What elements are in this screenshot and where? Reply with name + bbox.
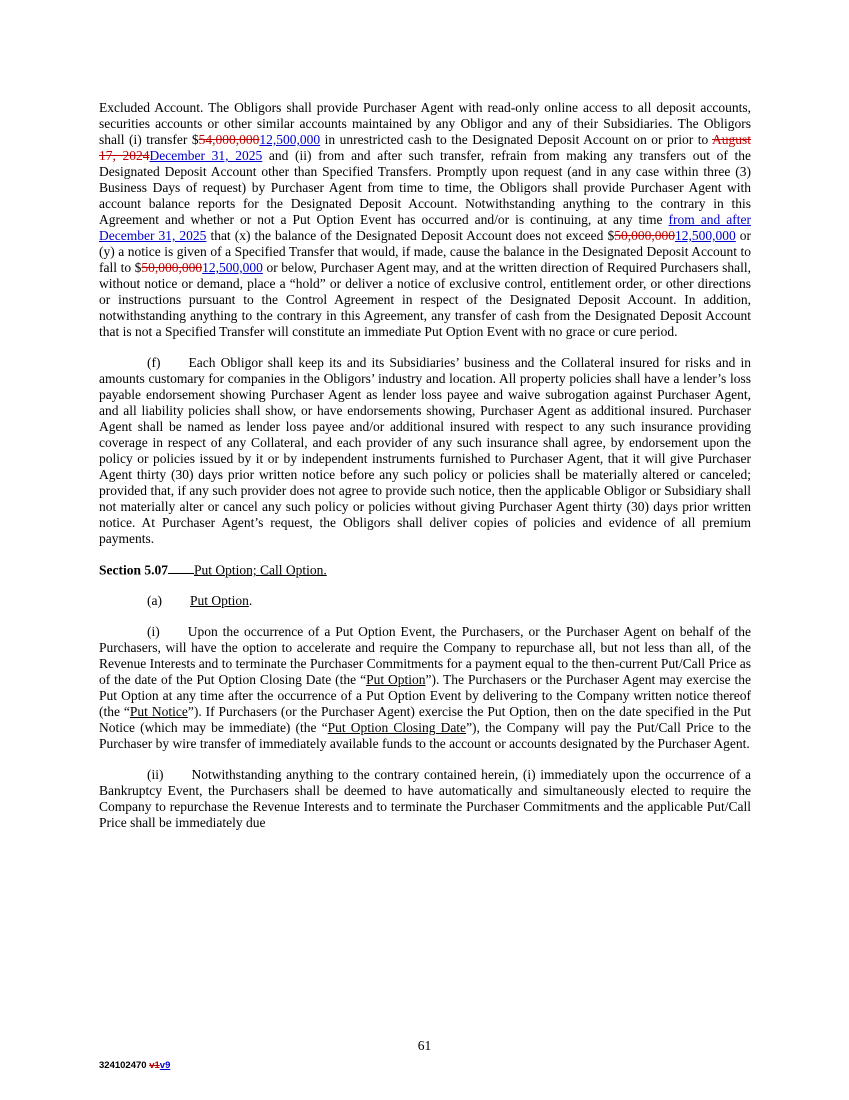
paragraph-i-label: (i) — [147, 624, 160, 640]
document-id-footer: 324102470 v1v9 — [99, 1060, 171, 1071]
paragraph-ii — [99, 767, 751, 831]
page-content — [99, 100, 751, 846]
paragraph-ii-label: (ii) — [147, 767, 164, 783]
paragraph-a-title: Put Option. — [189, 593, 253, 609]
paragraph-f-label: (f) — [147, 355, 161, 370]
section-number: Section 5.07 — [99, 562, 168, 578]
section-5-07-heading — [99, 562, 751, 578]
paragraph-excluded-account: Excluded Account. The Obligors shall provide Purchaser Agent with read-only online access to all deposit accounts, securities accounts or other similar accounts maintained by any Obligor and any of their Subsidiaries. The Obligors shall (i) transfer $54,000,00012,500,000 in unrestricted cash to the Designated Deposit Account on or prior to August 17, 2024December 31, 2025 and (ii) from and after such transfer, refrain from making any transfers out of the Designated Deposit Account other than Specified Transfers. Promptly upon request (and in any case within three (3) Business Days of request) by Purchaser Agent from time to time, the Obligors shall provide Purchaser Agent with account balance reports for the Designated Deposit Account. Notwithstanding anything to the contrary in this Agreement and whether or not a Put Option Event has occurred and/or is continuing, at any time from and after December 31, 2025 that (x) the balance of the Designated Deposit Account does not exceed $50,000,00012,500,000 or (y) a notice is given of a Specified Transfer that would, if made, cause the balance in the Designated Deposit Account to fall to $50,000,00012,500,000 or below, Purchaser Agent may, and at the written direction of Required Purchasers shall, without notice or demand, place a “hold” or deliver a notice of exclusive control, entitlement order, or other directions or instructions pursuant to the Control Agreement in respect of the Designated Deposit Account. In addition, notwithstanding anything to the contrary in this Agreement, any transfer of cash from the Designated Deposit Account that is not a Specified Transfer will constitute an immediate Put Option Event with no grace or cure period. — [99, 100, 752, 339]
paragraph-ii-text: Notwithstanding anything to the contrary contained herein, (i) immediately upon the occurrence of a Bankruptcy Event, the Purchasers shall be deemed to have automatically and simultaneously elected to require the Company to repurchase the Revenue Interests and to terminate the Purchaser Commitments and the applicable Put/Call Price shall be immediately due — [99, 767, 751, 831]
underlined-tab-spacer — [168, 562, 194, 574]
paragraph-a-heading — [99, 593, 751, 609]
page-number: 61 — [417, 1038, 432, 1053]
section-title: Put Option; Call Option. — [194, 562, 327, 578]
paragraph-f — [99, 355, 751, 547]
paragraph-i — [99, 624, 751, 752]
paragraph-i-text: Upon the occurrence of a Put Option Event, the Purchasers, or the Purchaser Agent on behalf of the Purchasers, will have the option to accelerate and require the Company to repurchase all, but not less than all, of the Revenue Interests and to terminate the Purchaser Commitments for a payment equal to the then-current Put/Call Price as of the date of the Put Option Closing Date (the “Put Option”). The Purchasers or the Purchaser Agent may exercise the Put Option at any time after the occurrence of a Put Option Event by delivering to the Company written notice thereof (the “Put Notice”). If Purchasers (or the Purchaser Agent) exercise the Put Option, then on the date specified in the Put Notice (which may be immediate) (the “Put Option Closing Date”), the Company will pay the Put/Call Price to the Purchaser by wire transfer of immediately available funds to the account or accounts designated by the Purchaser Agent. — [99, 624, 752, 752]
paragraph-f-text: Each Obligor shall keep its and its Subsidiaries’ business and the Collateral insured for risks and in amounts customary for companies in the Obligors’ industry and location. All property policies shall have a lender’s loss payable endorsement showing Purchaser Agent as lender loss payee and waive subrogation against Purchaser Agent, and all liability policies shall show, or have endorsements showing, Purchaser Agent as additional insured. Purchaser Agent shall be named as lender loss payee and/or additional insured with respect to any such insurance providing coverage in respect of any Collateral, and each provider of any such insurance shall agree, by endorsement upon the policy or policies issued by it or by independent instruments furnished to Purchaser Agent, that it will give Purchaser Agent thirty (30) days prior written notice before any such policy or policies shall be materially altered or canceled; provided that, if any such provider does not agree to provide such notice, then the applicable Obligor or Subsidiary shall not materially alter or cancel any such policy or policies without giving Purchaser Agent thirty (30) days prior written notice. At Purchaser Agent’s request, the Obligors shall deliver copies of policies and evidence of all premium payments. — [99, 355, 751, 546]
paragraph-a-label: (a) — [147, 593, 162, 609]
